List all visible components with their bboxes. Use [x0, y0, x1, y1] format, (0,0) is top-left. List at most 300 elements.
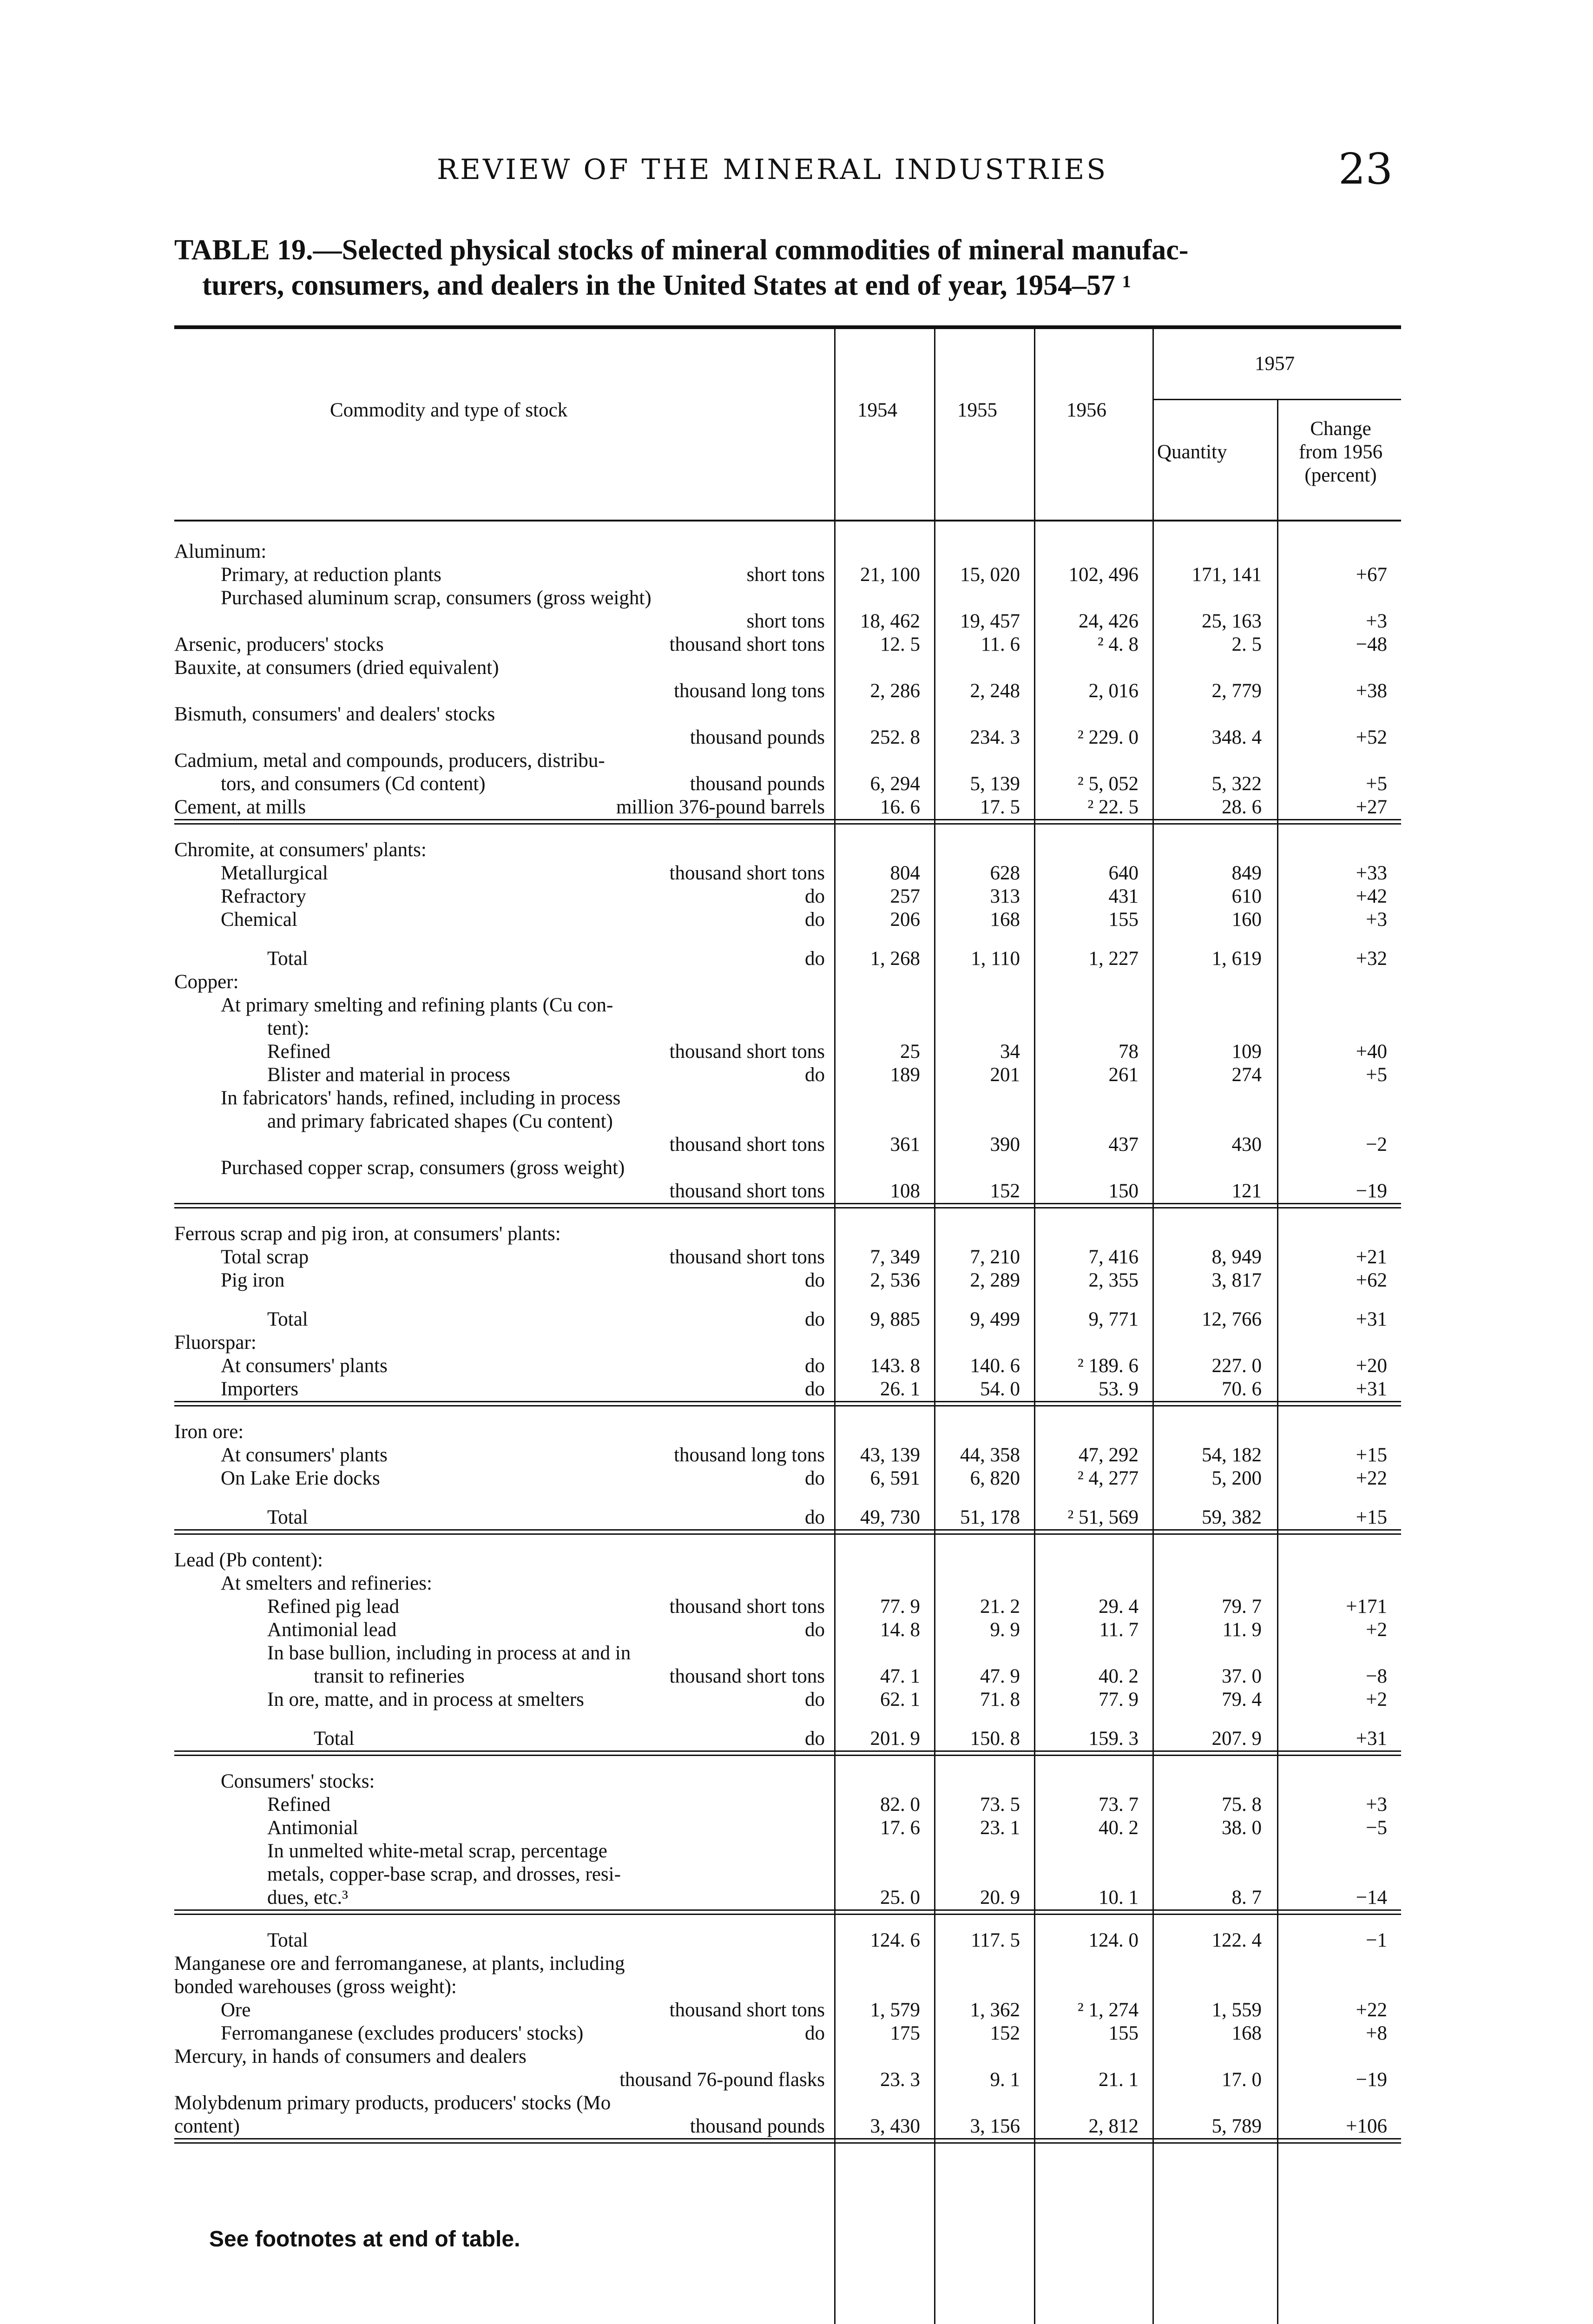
table-row	[174, 1133, 1401, 1156]
row-label	[174, 680, 834, 703]
row-label-text: Iron ore:	[174, 1421, 244, 1443]
row-label-text: Fluorspar:	[174, 1332, 257, 1353]
table-row	[174, 1727, 1401, 1750]
table-row	[174, 1665, 1401, 1688]
cell-1956: 24, 426	[1079, 610, 1139, 632]
row-label	[174, 633, 834, 656]
cell-1954: 82. 0	[880, 1794, 920, 1816]
cell-1955: 2, 289	[970, 1269, 1020, 1291]
row-label-text: In ore, matte, and in process at smelters	[267, 1689, 584, 1710]
row-label	[174, 1793, 834, 1816]
cell-1956: ² 51, 569	[1067, 1506, 1139, 1528]
cell-1955: 628	[990, 862, 1020, 884]
row-unit: thousand 76-pound flasks	[619, 2069, 825, 2091]
row-label-text: Cement, at mills	[174, 796, 306, 818]
cell-1955: 390	[990, 1134, 1020, 1155]
row-label	[174, 656, 834, 680]
cell-1957-quantity: 54, 182	[1202, 1444, 1262, 1466]
table-caption	[174, 232, 1401, 303]
row-gap	[174, 1490, 1401, 1506]
cell-1956: ² 5, 052	[1077, 773, 1139, 795]
cell-1957-quantity: 5, 322	[1211, 773, 1262, 795]
row-label-text: Importers	[221, 1378, 299, 1400]
row-label	[174, 1929, 834, 1952]
cell-1955: 71. 8	[980, 1689, 1020, 1710]
row-label-text: and primary fabricated shapes (Cu content)	[267, 1110, 613, 1132]
row-label-text: At consumers' plants	[221, 1355, 388, 1377]
row-unit: do	[805, 1467, 825, 1489]
row-label	[174, 838, 834, 862]
row-gap	[174, 1711, 1401, 1727]
cell-change-percent: +3	[1366, 909, 1387, 931]
row-label	[174, 1444, 834, 1467]
cell-1955: 150. 8	[970, 1728, 1020, 1750]
row-label-text: Cadmium, metal and compounds, producers, distribu-	[174, 750, 605, 772]
cell-change-percent: −1	[1366, 1929, 1387, 1951]
cell-1954: 201. 9	[870, 1728, 920, 1750]
cell-1956: 40. 2	[1099, 1665, 1139, 1687]
header-quantity: Quantity	[1157, 441, 1227, 463]
row-label	[174, 1133, 834, 1156]
cell-change-percent: −19	[1356, 1180, 1387, 1202]
cell-1956: ² 189. 6	[1077, 1355, 1139, 1377]
row-label	[174, 2022, 834, 2045]
table-row	[174, 1420, 1401, 1444]
row-label-text: Refractory	[221, 885, 306, 907]
table-row	[174, 749, 1401, 772]
cell-1955: 34	[1000, 1041, 1020, 1063]
cell-1955: 73. 5	[980, 1794, 1020, 1816]
cell-change-percent: −8	[1366, 1665, 1387, 1687]
table-row	[174, 1886, 1401, 1909]
table-row	[174, 1770, 1401, 1793]
table-bottom-rule	[174, 2138, 1401, 2144]
table-row	[174, 1378, 1401, 1401]
cell-1957-quantity: 610	[1231, 885, 1262, 907]
cell-1954: 2, 286	[870, 680, 920, 702]
cell-change-percent: +15	[1356, 1506, 1387, 1528]
cell-1954: 62. 1	[880, 1689, 920, 1710]
row-unit: short tons	[746, 610, 825, 632]
cell-change-percent: +171	[1346, 1596, 1387, 1618]
table-row	[174, 1180, 1401, 1203]
cell-1957-quantity: 168	[1231, 2022, 1262, 2044]
row-label-text: Refined	[267, 1041, 331, 1063]
cell-change-percent: +42	[1356, 885, 1387, 907]
row-unit: thousand pounds	[690, 773, 825, 795]
row-unit: thousand short tons	[669, 862, 825, 884]
cell-1955: 140. 6	[970, 1355, 1020, 1377]
row-label	[174, 1180, 834, 1203]
cell-1956: 159. 3	[1088, 1728, 1139, 1750]
cell-1955: 7, 210	[970, 1246, 1020, 1268]
row-label-text: Aluminum:	[174, 541, 267, 562]
cell-1956: 2, 812	[1088, 2115, 1139, 2137]
table-row	[174, 726, 1401, 749]
cell-1955: 19, 457	[960, 610, 1020, 632]
cell-1954: 14. 8	[880, 1619, 920, 1641]
cell-1955: 54. 0	[980, 1378, 1020, 1400]
cell-1954: 21, 100	[860, 564, 920, 586]
row-gap	[174, 931, 1401, 947]
table-row	[174, 1840, 1401, 1863]
cell-1957-quantity: 75. 8	[1222, 1794, 1262, 1816]
cell-1957-quantity: 79. 4	[1222, 1689, 1262, 1710]
row-label-text: bonded warehouses (gross weight):	[174, 1976, 457, 1998]
table-row	[174, 587, 1401, 610]
cell-change-percent: +67	[1356, 564, 1387, 586]
cell-change-percent: +38	[1356, 680, 1387, 702]
row-label	[174, 862, 834, 885]
row-label-text: Refined pig lead	[267, 1596, 400, 1618]
row-label-text: In fabricators' hands, refined, including in process	[221, 1087, 621, 1109]
cell-1956: ² 229. 0	[1077, 726, 1139, 748]
header-1956-cell	[1034, 329, 1152, 520]
row-label-text: Pig iron	[221, 1269, 285, 1291]
row-label-text: On Lake Erie docks	[221, 1467, 380, 1489]
row-unit: do	[805, 1378, 825, 1400]
row-label	[174, 772, 834, 796]
cell-1954: 361	[890, 1134, 920, 1155]
row-label	[174, 1378, 834, 1401]
cell-1955: 1, 110	[971, 948, 1020, 970]
row-label	[174, 2045, 834, 2068]
row-unit: do	[805, 2022, 825, 2044]
row-label	[174, 947, 834, 971]
cell-1957-quantity: 274	[1231, 1064, 1262, 1086]
table-body	[174, 522, 1401, 2144]
cell-change-percent: +2	[1366, 1619, 1387, 1641]
cell-1957-quantity: 79. 7	[1222, 1596, 1262, 1618]
table-row	[174, 1929, 1401, 1952]
row-label-text: tent):	[267, 1017, 309, 1039]
cell-1956: ² 4. 8	[1097, 634, 1139, 655]
row-gap	[174, 1292, 1401, 1308]
row-label-text: At smelters and refineries:	[221, 1572, 432, 1594]
table-row	[174, 563, 1401, 587]
row-label-text: Total	[267, 1506, 308, 1528]
row-label	[174, 994, 834, 1017]
header-1954-cell	[834, 329, 934, 520]
row-label	[174, 703, 834, 726]
page-number: 23	[1338, 144, 1393, 194]
cell-1954: 25. 0	[880, 1887, 920, 1908]
cell-1955: 5, 139	[970, 773, 1020, 795]
row-unit: million 376-pound barrels	[616, 796, 825, 818]
cell-1954: 7, 349	[870, 1246, 920, 1268]
cell-1956: 102, 496	[1068, 564, 1139, 586]
cell-1955: 234. 3	[970, 726, 1020, 748]
cell-1957-quantity: 70. 6	[1222, 1378, 1262, 1400]
row-label	[174, 1665, 834, 1688]
row-label	[174, 796, 834, 819]
cell-1956: 73. 7	[1099, 1794, 1139, 1816]
row-label-text: tors, and consumers (Cd content)	[221, 773, 486, 795]
cell-1954: 47. 1	[880, 1665, 920, 1687]
row-label	[174, 563, 834, 587]
row-label	[174, 1999, 834, 2022]
cell-1956: 155	[1108, 909, 1139, 931]
table-row	[174, 1087, 1401, 1110]
cell-1955: 51, 178	[960, 1506, 1020, 1528]
row-label	[174, 1087, 834, 1110]
row-label-text: Blister and material in process	[267, 1064, 511, 1086]
cell-1954: 43, 139	[860, 1444, 920, 1466]
cell-change-percent: +40	[1356, 1041, 1387, 1063]
row-unit: thousand short tons	[669, 1180, 825, 1202]
row-unit: thousand short tons	[669, 634, 825, 655]
section-rule	[174, 1750, 1401, 1756]
row-label	[174, 1727, 834, 1750]
row-label	[174, 1467, 834, 1490]
cell-1956: 78	[1119, 1041, 1139, 1063]
cell-change-percent: +2	[1366, 1689, 1387, 1710]
row-label	[174, 1110, 834, 1133]
cell-change-percent: +52	[1356, 726, 1387, 748]
cell-1956: 9, 771	[1088, 1308, 1139, 1330]
cell-change-percent: +32	[1356, 948, 1387, 970]
cell-1954: 175	[890, 2022, 920, 2044]
running-title: REVIEW OF THE MINERAL INDUSTRIES	[437, 153, 1108, 186]
header-change	[1280, 417, 1401, 487]
cell-1954: 25	[900, 1041, 920, 1063]
row-label	[174, 540, 834, 563]
cell-1956: 7, 416	[1088, 1246, 1139, 1268]
header-change-line-1: Change	[1310, 418, 1371, 440]
row-unit: thousand short tons	[669, 1999, 825, 2021]
cell-change-percent: +31	[1356, 1728, 1387, 1750]
row-label-text: Total scrap	[221, 1246, 309, 1268]
header-1957-group	[1152, 329, 1401, 520]
cell-1954: 12. 5	[880, 634, 920, 655]
cell-change-percent: −14	[1356, 1887, 1387, 1908]
row-unit: do	[805, 1619, 825, 1641]
section-rule	[174, 1203, 1401, 1208]
table-row	[174, 1063, 1401, 1087]
row-label	[174, 1308, 834, 1331]
cell-1954: 2, 536	[870, 1269, 920, 1291]
cell-1954: 49, 730	[860, 1506, 920, 1528]
cell-1955: 2, 248	[970, 680, 1020, 702]
header-1956: 1956	[1066, 399, 1106, 421]
cell-change-percent: +31	[1356, 1378, 1387, 1400]
row-label	[174, 1642, 834, 1665]
cell-1955: 168	[990, 909, 1020, 931]
table-row	[174, 908, 1401, 931]
table-top-rule	[174, 325, 1401, 329]
row-unit: do	[805, 1506, 825, 1528]
row-label-text: Ferrous scrap and pig iron, at consumers' plants:	[174, 1223, 561, 1245]
header-1955: 1955	[957, 399, 997, 421]
cell-1956: 261	[1108, 1064, 1139, 1086]
cell-1954: 1, 579	[870, 1999, 920, 2021]
row-label	[174, 1420, 834, 1444]
cell-change-percent: −48	[1356, 634, 1387, 655]
table-row	[174, 2022, 1401, 2045]
table-row	[174, 2068, 1401, 2092]
cell-1957-quantity: 8, 949	[1211, 1246, 1262, 1268]
table-row	[174, 796, 1401, 819]
row-label	[174, 610, 834, 633]
cell-1955: 47. 9	[980, 1665, 1020, 1687]
stocks-table	[174, 325, 1401, 2158]
table-row	[174, 1999, 1401, 2022]
row-label	[174, 1246, 834, 1269]
table-row	[174, 633, 1401, 656]
table-row	[174, 1793, 1401, 1816]
row-label-text: In unmelted white-metal scrap, percentage	[267, 1840, 607, 1862]
table-row	[174, 1040, 1401, 1063]
cell-1956: 40. 2	[1099, 1817, 1139, 1839]
cell-1957-quantity: 849	[1231, 862, 1262, 884]
cell-1957-quantity: 430	[1231, 1134, 1262, 1155]
row-label-text: Purchased copper scrap, consumers (gross weight)	[221, 1157, 625, 1179]
row-label	[174, 1331, 834, 1354]
cell-1954: 18, 462	[860, 610, 920, 632]
row-label	[174, 1506, 834, 1529]
cell-1956: 437	[1108, 1134, 1139, 1155]
cell-1956: 53. 9	[1099, 1378, 1139, 1400]
cell-1957-quantity: 171, 141	[1191, 564, 1262, 586]
table-row	[174, 1618, 1401, 1642]
row-label-text: transit to refineries	[314, 1665, 465, 1687]
table-row	[174, 703, 1401, 726]
cell-1956: 1, 227	[1088, 948, 1139, 970]
row-label	[174, 908, 834, 931]
row-label-text: Bauxite, at consumers (dried equivalent)	[174, 657, 499, 679]
cell-change-percent: +5	[1366, 773, 1387, 795]
header-1955-cell	[934, 329, 1034, 520]
table-row	[174, 1444, 1401, 1467]
row-label-text: Total	[267, 1308, 308, 1330]
row-label-text: Arsenic, producers' stocks	[174, 634, 384, 655]
cell-change-percent: +3	[1366, 610, 1387, 632]
cell-1957-quantity: 8. 7	[1231, 1887, 1262, 1908]
cell-change-percent: +15	[1356, 1444, 1387, 1466]
cell-change-percent: −5	[1366, 1817, 1387, 1839]
cell-1957-quantity: 28. 6	[1222, 796, 1262, 818]
cell-1954: 23. 3	[880, 2069, 920, 2091]
table-row	[174, 680, 1401, 703]
row-label-text: Molybdenum primary products, producers' stocks (Mo	[174, 2092, 611, 2114]
cell-1957-quantity: 37. 0	[1222, 1665, 1262, 1687]
cell-1956: ² 1, 274	[1077, 1999, 1139, 2021]
row-label	[174, 885, 834, 908]
caption-line-1: TABLE 19.—Selected physical stocks of mineral commodities of mineral manufac-	[174, 234, 1189, 266]
cell-1955: 152	[990, 1180, 1020, 1202]
table-row	[174, 1467, 1401, 1490]
cell-change-percent: +3	[1366, 1794, 1387, 1816]
cell-1955: 15, 020	[960, 564, 1020, 586]
section-rule	[174, 1529, 1401, 1535]
table-row	[174, 1816, 1401, 1840]
row-label	[174, 1952, 834, 1975]
row-unit: do	[805, 1728, 825, 1750]
cell-1957-quantity: 17. 0	[1222, 2069, 1262, 2091]
row-unit: thousand short tons	[669, 1134, 825, 1155]
table-row	[174, 540, 1401, 563]
table-row	[174, 994, 1401, 1017]
table-row	[174, 1017, 1401, 1040]
cell-1954: 124. 6	[870, 1929, 920, 1951]
cell-1955: 201	[990, 1064, 1020, 1086]
table-row	[174, 1308, 1401, 1331]
cell-1955: 1, 362	[970, 1999, 1020, 2021]
table-row	[174, 772, 1401, 796]
cell-1957-quantity: 2. 5	[1231, 634, 1262, 655]
caption-line-2: turers, consumers, and dealers in the United States at end of year, 1954–57 ¹	[202, 270, 1132, 301]
table-row	[174, 1354, 1401, 1378]
cell-1955: 11. 6	[981, 634, 1020, 655]
cell-1956: 155	[1108, 2022, 1139, 2044]
header-divider	[1277, 400, 1278, 520]
row-label-text: Bismuth, consumers' and dealers' stocks	[174, 703, 495, 725]
row-label-text: Chemical	[221, 909, 297, 931]
table-row	[174, 1975, 1401, 1999]
table-row	[174, 1863, 1401, 1886]
table-header	[174, 329, 1401, 522]
cell-1955: 6, 820	[970, 1467, 1020, 1489]
cell-1954: 26. 1	[880, 1378, 920, 1400]
header-1954: 1954	[857, 399, 897, 421]
row-label-text: Antimonial lead	[267, 1619, 397, 1641]
row-label-text: Primary, at reduction plants	[221, 564, 441, 586]
cell-1957-quantity: 12, 766	[1202, 1308, 1262, 1330]
row-label-text: Ferromanganese (excludes producers' stocks)	[221, 2022, 584, 2044]
cell-1957-quantity: 2, 779	[1211, 680, 1262, 702]
cell-1954: 206	[890, 909, 920, 931]
cell-1956: 29. 4	[1099, 1596, 1139, 1618]
row-label-text: Copper:	[174, 971, 239, 993]
row-label	[174, 1816, 834, 1840]
table-row	[174, 1331, 1401, 1354]
table-row	[174, 971, 1401, 994]
cell-1955: 44, 358	[960, 1444, 1020, 1466]
cell-1957-quantity: 160	[1231, 909, 1262, 931]
row-label-text: Refined	[267, 1794, 331, 1816]
cell-1957-quantity: 5, 789	[1211, 2115, 1262, 2137]
cell-1955: 17. 5	[980, 796, 1020, 818]
section-rule	[174, 819, 1401, 825]
row-label-text: Consumers' stocks:	[221, 1770, 375, 1792]
cell-1957-quantity: 227. 0	[1211, 1355, 1262, 1377]
row-unit: do	[805, 1308, 825, 1330]
row-unit: thousand long tons	[674, 680, 825, 702]
row-label-text: Manganese ore and ferromanganese, at plants, including	[174, 1953, 625, 1974]
row-label-text: Total	[314, 1728, 355, 1750]
row-label	[174, 1886, 834, 1909]
cell-1956: 2, 016	[1088, 680, 1139, 702]
row-label	[174, 1040, 834, 1063]
table-row	[174, 2115, 1401, 2138]
row-label	[174, 1549, 834, 1572]
table-row	[174, 2045, 1401, 2068]
cell-1956: 640	[1108, 862, 1139, 884]
row-label-text: Metallurgical	[221, 862, 328, 884]
table-row	[174, 1572, 1401, 1595]
row-label	[174, 1222, 834, 1246]
row-unit: thousand short tons	[669, 1246, 825, 1268]
table-row	[174, 1110, 1401, 1133]
cell-1954: 6, 591	[870, 1467, 920, 1489]
cell-1957-quantity: 59, 382	[1202, 1506, 1262, 1528]
table-row	[174, 1952, 1401, 1975]
cell-1954: 1, 268	[870, 948, 920, 970]
row-label	[174, 1863, 834, 1886]
cell-change-percent: +21	[1356, 1246, 1387, 1268]
row-unit: thousand long tons	[674, 1444, 825, 1466]
row-unit: short tons	[746, 564, 825, 586]
